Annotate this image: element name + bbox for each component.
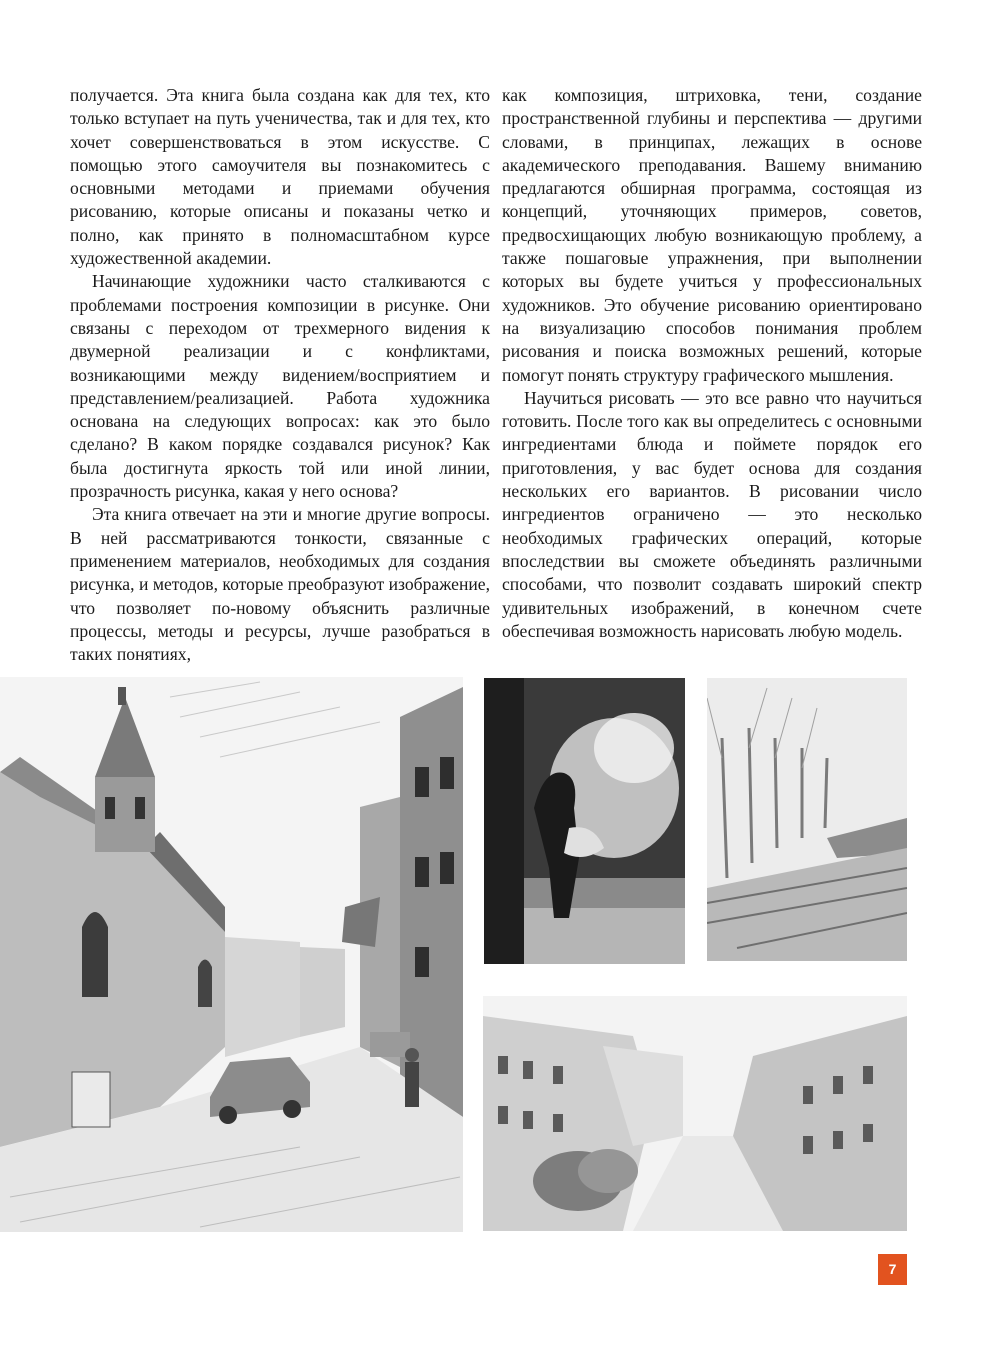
church-street-sketch <box>0 677 463 1232</box>
paragraph: Научиться рисовать — это все равно что научиться готовить. После того как вы определитесь с основными ингредиентами блюда и поймете порядок его приготовления, у вас будет основа для создания нескольких его вариантов. В рисовании число ингредиентов ограничено — это несколько необходимых графических операций, которые впоследствии вы сможете объединять различными способами, что позволит создавать широкий спектр удивительных изображений, в конечном счете обеспечивая возможность нарисовать любую модель. <box>502 387 922 641</box>
left-text-column <box>70 84 490 666</box>
trees-landscape-sketch <box>707 678 907 961</box>
paragraph: получается. Эта книга была создана как для тех, кто только вступает на путь ученичества, так и для тех, кто хочет совершенствоваться в этом искусстве. С помощью этого самоучителя вы познакомитесь с основными методами и приемами обучения рисованию, которые описаны и показаны четко и полно, как принято в полномасштабном курсе художественной академии. <box>70 85 490 269</box>
paragraph: Эта книга отвечает на эти и многие другие вопросы. В ней рассматриваются тонкости, связанные с применением материалов, необходимых для создания рисунка, и методов, которые преобразуют изображение, что позволяет по-новому объяснить различные процессы, методы и ресурсы, лучше разобраться в таких понятиях, <box>70 504 490 665</box>
paragraph: как композиция, штриховка, тени, создание пространственной глубины и перспектива — другими словами, в принципах, лежащих в основе академического преподавания. Вашему вниманию предлагаются обширная программа, состоящая из концепций, уточняющих примеров, советов, предвосхищающих любую возникающую проблему, а также пошаговые упражнения, при выполнении которых вы будете учиться у профессиональных художников. Это обучение рисованию ориентировано на визуализацию способов понимания проблем рисования и поиска возможных решений, которые помогут понять структуру графического мышления. <box>502 85 922 385</box>
page-number: 7 <box>878 1254 907 1285</box>
street-perspective-sketch <box>483 996 907 1231</box>
paragraph: Начинающие художники часто сталкиваются с проблемами построения композиции в рисунке. Они связаны с переходом от трехмерного видения к двумерной реализации и с конфликтами, возникающими между видением/восприятием и представлением/реализацией. Работа художника основана на следующих вопросах: как это было сделано? В каком порядке создавался рисунок? Как была достигнута яркость той или иной линии, прозрачность рисунка, какая у него основа? <box>70 271 490 502</box>
right-text-column <box>502 84 922 643</box>
charcoal-figure-sketch <box>484 678 685 964</box>
